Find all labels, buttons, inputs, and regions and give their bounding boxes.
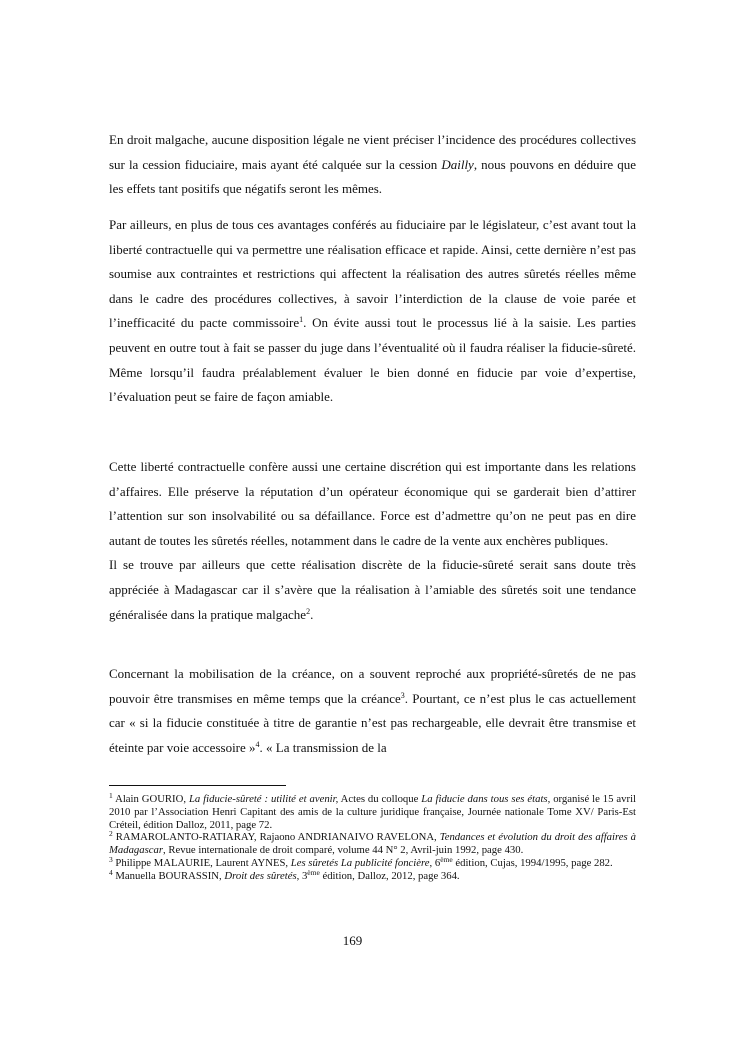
- footnote-3-text-c: édition, Cujas, 1994/1995, page 282.: [452, 856, 613, 869]
- paragraph-2-text-a: Par ailleurs, en plus de tous ces avantages conférés au fiduciaire par le législateur, c’est avant tout la liberté contractuelle qui va permettre une réalisation efficace et rapide. Ainsi, cette dernière n’est pas soumise aux contraintes et restrictions qui affectent la réalisation des autres sûretés réelles même dans le cadre des procédures collectives, à savoir l’interdiction de la clause de voie parée et l’inefficacité du pacte commissoire: [109, 217, 636, 331]
- footnote-1: [109, 793, 636, 831]
- footnote-4-text-a: Manuella BOURASSIN,: [112, 869, 225, 882]
- paragraph-4-text-b: . Pourtant, ce n’est plus le cas actuellement car « si la fiducie constituée à titre de garantie n’est pas rechargeable, elle devrait être transmise et éteinte par voie accessoire »: [109, 690, 636, 755]
- footnote-2-number: 2: [109, 829, 113, 839]
- footnote-separator: [109, 785, 286, 786]
- footnote-1-number: 1: [109, 791, 113, 800]
- footnote-4-superscript: ème: [307, 867, 320, 877]
- footnote-ref-4[interactable]: 4: [255, 739, 260, 749]
- footnotes: [109, 793, 636, 883]
- footnote-1-text-b: Actes du colloque: [338, 793, 422, 805]
- footnote-3-superscript: ème: [440, 854, 453, 864]
- paragraph-4-text-c: . « La transmission de la: [259, 739, 387, 755]
- paragraph-1-dailly: Dailly: [441, 156, 474, 172]
- footnote-3-text-a: Philippe MALAURIE, Laurent AYNES,: [112, 856, 291, 869]
- paragraph-3-text-c: .: [310, 606, 314, 622]
- footnote-2: [109, 831, 636, 857]
- paragraph-1: [109, 128, 636, 202]
- footnote-ref-2[interactable]: 2: [306, 606, 311, 616]
- footnote-4-title: Droit des sûretés,: [224, 869, 300, 882]
- paragraph-4: [109, 662, 636, 760]
- footnote-4-text-c: édition, Dalloz, 2012, page 364.: [319, 869, 460, 882]
- footnote-3: [109, 854, 636, 870]
- paragraph-1-text-b: , nous pouvons en déduire que les effets tant positifs que négatifs seront les mêmes.: [109, 156, 637, 197]
- footnote-ref-1[interactable]: 1: [299, 315, 304, 325]
- footnote-3-number: 3: [109, 854, 113, 864]
- footnote-2-title: Tendances et évolution du droit des affaires à Madagascar: [109, 831, 636, 857]
- paragraph-3: [109, 455, 636, 627]
- footnote-2-text-b: , Revue internationale de droit comparé, volume 44 N° 2, Avril-juin 1992, page 430.: [163, 844, 524, 857]
- paragraph-3-part-2: [109, 553, 636, 627]
- footnote-4-number: 4: [109, 867, 113, 877]
- footnote-3-text-b: , 6: [429, 856, 441, 869]
- paragraph-3-text-a: Cette liberté contractuelle confère aussi une certaine discrétion qui est importante dans les relations d’affaires. Elle préserve la réputation d’un opérateur économique qui se garderait bien d’attirer l’attention sur son insolvabilité ou sa défaillance. Force est d’admettre qu’on ne peut pas en dire autant de toutes les sûretés réelles, notamment dans le cadre de la vente aux enchères publiques.: [109, 459, 636, 548]
- paragraph-3-part-1: [109, 455, 636, 553]
- footnote-ref-3[interactable]: 3: [400, 690, 405, 700]
- footnote-2-text-a: RAMAROLANTO-RATIARAY, Rajaono ANDRIANAIVO RAVELONA,: [112, 831, 440, 844]
- paragraph-3-text-b: Il se trouve par ailleurs que cette réalisation discrète de la fiducie-sûreté serait sans doute très appréciée à Madagascar car il s’avère que la réalisation à l’amiable des sûretés soit une tendance généralisée dans la pratique malgache: [109, 557, 636, 622]
- paragraph-2-text-b: . On évite aussi tout le processus lié à la saisie. Les parties peuvent en outre tout à fait se passer du juge dans l’éventualité où il faudra réaliser la fiducie-sûreté. Même lorsqu’il faudra préalablement évaluer le bien donné en fiducie par voie d’expertise, l’évaluation peut se faire de façon amiable.: [109, 315, 636, 405]
- paragraph-4-text-a: Concernant la mobilisation de la créance, on a souvent reproché aux propriété-sûretés de ne pas pouvoir être transmises en même temps que la créance: [109, 666, 636, 706]
- footnote-3-title: Les sûretés La publicité foncière: [290, 856, 430, 869]
- footnote-4: [109, 867, 636, 883]
- footnote-1-title: La fiducie-sûreté : utilité et avenir,: [188, 793, 339, 805]
- paragraph-2: [109, 213, 636, 410]
- footnote-1-title-2: La fiducie dans tous ses états,: [421, 793, 551, 805]
- footnote-1-text-a: Alain GOURIO,: [112, 793, 189, 805]
- footnote-4-text-b: 3: [299, 869, 308, 882]
- page-number: 169: [342, 933, 363, 948]
- footnote-1-text-c: organisé le 15 avril 2010 par l’Association Henri Capitant des amis de la culture juridique française, Journée nationale Tome XV/ Paris-Est Créteil, édition Dalloz, 2011, page 72.: [109, 793, 637, 831]
- paragraph-1-text-a: En droit malgache, aucune disposition légale ne vient préciser l’incidence des procédures collectives sur la cession fiduciaire, mais ayant été calquée sur la cession: [109, 132, 636, 172]
